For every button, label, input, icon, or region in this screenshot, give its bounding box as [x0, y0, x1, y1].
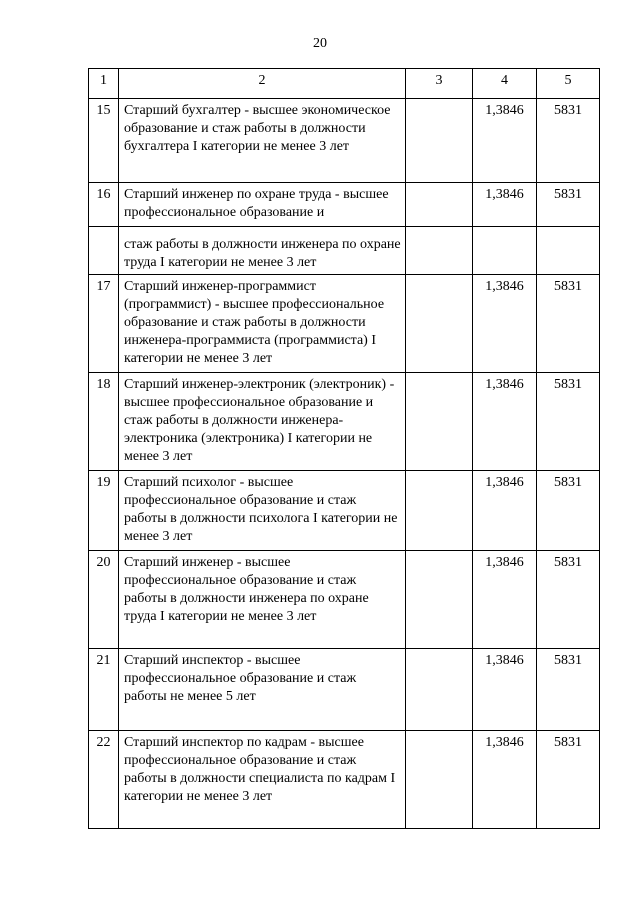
position-description: Старший бухгалтер - высшее экономическое образование и стаж работы в должности бухгалтера I категории не менее 3 лет	[119, 99, 406, 183]
table-row	[89, 373, 600, 471]
header-col-1: 1	[89, 69, 119, 99]
row-coefficient: 1,3846	[473, 275, 537, 373]
table-row	[89, 227, 600, 275]
row-col3	[406, 183, 473, 227]
row-salary: 5831	[537, 183, 600, 227]
table-row	[89, 551, 600, 649]
position-description: Старший психолог - высшее профессиональное образование и стаж работы в должности психолога I категории не менее 3 лет	[119, 471, 406, 551]
row-coefficient: 1,3846	[473, 373, 537, 471]
position-description: Старший инспектор - высшее профессиональное образование и стаж работы не менее 5 лет	[119, 649, 406, 731]
row-number: 19	[89, 471, 119, 551]
row-salary	[537, 227, 600, 275]
row-col3	[406, 373, 473, 471]
row-number: 15	[89, 99, 119, 183]
table-row	[89, 649, 600, 731]
row-coefficient: 1,3846	[473, 471, 537, 551]
position-description: Старший инженер-электроник (электроник) - высшее профессиональное образование и стаж работы в должности инженера-электроника (электроника) I категории не менее 3 лет	[119, 373, 406, 471]
row-coefficient: 1,3846	[473, 649, 537, 731]
position-description: Старший инженер - высшее профессиональное образование и стаж работы в должности инженера по охране труда I категории не менее 3 лет	[119, 551, 406, 649]
row-salary: 5831	[537, 471, 600, 551]
table-row	[89, 731, 600, 829]
position-description: Старший инженер по охране труда - высшее профессиональное образование и	[119, 183, 406, 227]
row-number: 20	[89, 551, 119, 649]
row-salary: 5831	[537, 551, 600, 649]
row-col3	[406, 731, 473, 829]
positions-table	[88, 68, 600, 829]
page-number: 20	[313, 36, 327, 51]
position-description: Старший инженер-программист (программист) - высшее профессиональное образование и стаж работы в должности инженера-программиста (программиста) I категории не менее 3 лет	[119, 275, 406, 373]
header-col-2: 2	[119, 69, 406, 99]
row-col3	[406, 649, 473, 731]
table-row	[89, 183, 600, 227]
row-coefficient: 1,3846	[473, 551, 537, 649]
row-col3	[406, 275, 473, 373]
row-salary: 5831	[537, 275, 600, 373]
row-number: 22	[89, 731, 119, 829]
position-description: стаж работы в должности инженера по охране труда I категории не менее 3 лет	[119, 227, 406, 275]
row-number: 16	[89, 183, 119, 227]
row-coefficient: 1,3846	[473, 99, 537, 183]
row-col3	[406, 471, 473, 551]
row-coefficient: 1,3846	[473, 731, 537, 829]
row-number: 18	[89, 373, 119, 471]
row-coefficient: 1,3846	[473, 183, 537, 227]
row-salary: 5831	[537, 373, 600, 471]
row-col3	[406, 227, 473, 275]
row-col3	[406, 99, 473, 183]
table-header-row	[89, 69, 600, 99]
header-col-3: 3	[406, 69, 473, 99]
row-salary: 5831	[537, 731, 600, 829]
row-coefficient	[473, 227, 537, 275]
row-number: 17	[89, 275, 119, 373]
header-col-4: 4	[473, 69, 537, 99]
position-description: Старший инспектор по кадрам - высшее профессиональное образование и стаж работы в должности специалиста по кадрам I категории не менее 3 лет	[119, 731, 406, 829]
table-row	[89, 471, 600, 551]
row-col3	[406, 551, 473, 649]
row-number	[89, 227, 119, 275]
row-salary: 5831	[537, 649, 600, 731]
table-row	[89, 275, 600, 373]
row-number: 21	[89, 649, 119, 731]
header-col-5: 5	[537, 69, 600, 99]
row-salary: 5831	[537, 99, 600, 183]
table-row	[89, 99, 600, 183]
